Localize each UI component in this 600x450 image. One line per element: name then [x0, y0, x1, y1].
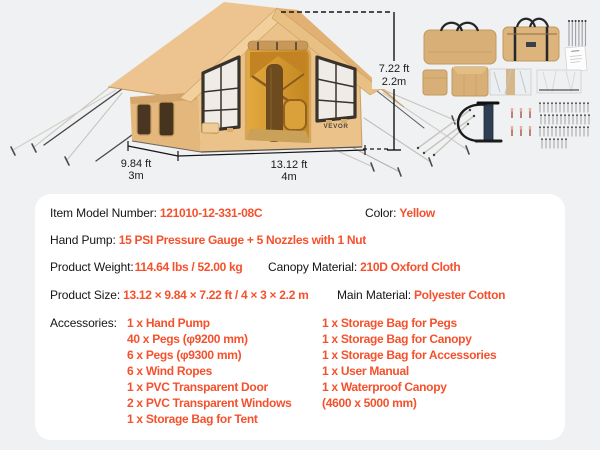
user-manual [565, 46, 587, 72]
folded-canopy [452, 67, 488, 96]
accessory-item: 2 x PVC Transparent Windows [127, 396, 292, 410]
spec-panel [35, 194, 565, 440]
product-size-label: Product Size: [50, 288, 121, 302]
tent-door [246, 41, 310, 143]
accessory-item: 1 x Hand Pump [127, 316, 210, 330]
storage-bag-canopy [503, 19, 559, 61]
accessory-item: 1 x Storage Bag for Accessories [322, 348, 497, 362]
tent-illustration [0, 0, 600, 195]
accessory-item: 1 x PVC Transparent Door [127, 380, 268, 394]
depth-ft-label: 9.84 ft [120, 158, 152, 170]
clips-set [511, 108, 531, 136]
width-m-label: 4m [281, 171, 297, 183]
storage-bag-tent [424, 23, 496, 64]
side-window-right [159, 102, 174, 136]
main-material-value: Polyester Cotton [413, 288, 506, 302]
accessory-item: 1 x Storage Bag for Tent [127, 412, 258, 426]
accessory-item: 1 x User Manual [322, 364, 409, 378]
product-weight-label: Product Weight: [50, 260, 134, 274]
accessories-column-left [127, 315, 292, 427]
pvc-door-pack [490, 69, 531, 95]
spec-canopy-material [268, 260, 460, 275]
hand-pump-value: 15 PSI Pressure Gauge + 5 Nozzles with 1 Nut [118, 233, 366, 247]
side-window-left [137, 104, 151, 135]
pegs-bundle [568, 20, 587, 46]
accessory-item: 40 x Pegs (φ9200 mm) [127, 332, 248, 346]
accessories-label: Accessories: [50, 316, 117, 330]
accessory-item: 6 x Wind Ropes [127, 364, 213, 378]
inner-window [284, 100, 306, 130]
spec-item-model [50, 206, 262, 221]
height-ft-label: 7.22 ft [378, 63, 410, 75]
tent-body [108, 2, 407, 152]
wall-pocket [202, 123, 219, 133]
accessories-collage [417, 19, 590, 156]
spec-hand-pump [50, 233, 366, 248]
accessory-item: 6 x Pegs (φ9300 mm) [127, 348, 242, 362]
spec-color [365, 206, 435, 221]
main-material-label: Main Material: [337, 288, 411, 302]
canopy-material-value: 210D Oxford Cloth [360, 260, 461, 274]
width-ft-label: 13.12 ft [270, 159, 308, 171]
accessory-item: 1 x Storage Bag for Canopy [322, 332, 472, 346]
pvc-windows-pack [537, 70, 581, 93]
tent-brand-logo: VEVOR [323, 123, 349, 130]
item-model-label: Item Model Number: [50, 206, 157, 220]
color-value: Yellow [399, 206, 435, 220]
product-size-value: 13.12 × 9.84 × 7.22 ft / 4 × 3 × 2.2 m [123, 288, 309, 302]
height-m-label: 2.2m [381, 76, 407, 88]
depth-m-label: 3m [128, 170, 144, 182]
item-model-value: 121010-12-331-08C [159, 206, 263, 220]
color-label: Color: [365, 206, 397, 220]
spec-product-weight [50, 260, 242, 275]
spec-main-material [337, 288, 505, 303]
spec-product-size [50, 288, 308, 303]
accessory-pouch [423, 70, 447, 95]
canopy-material-label: Canopy Material: [268, 260, 358, 274]
front-window-right [317, 57, 355, 124]
hand-pump [458, 103, 501, 141]
accessory-item: (4600 x 5000 mm) [322, 396, 417, 410]
pegs-grid [539, 102, 590, 148]
accessory-item: 1 x Waterproof Canopy [322, 380, 447, 394]
product-weight-value: 114.64 lbs / 52.00 kg [134, 260, 243, 274]
hand-pump-label: Hand Pump: [50, 233, 116, 247]
door-flap-roll [248, 41, 308, 50]
accessories-column-right [322, 315, 496, 411]
accessory-item: 1 x Storage Bag for Pegs [322, 316, 457, 330]
